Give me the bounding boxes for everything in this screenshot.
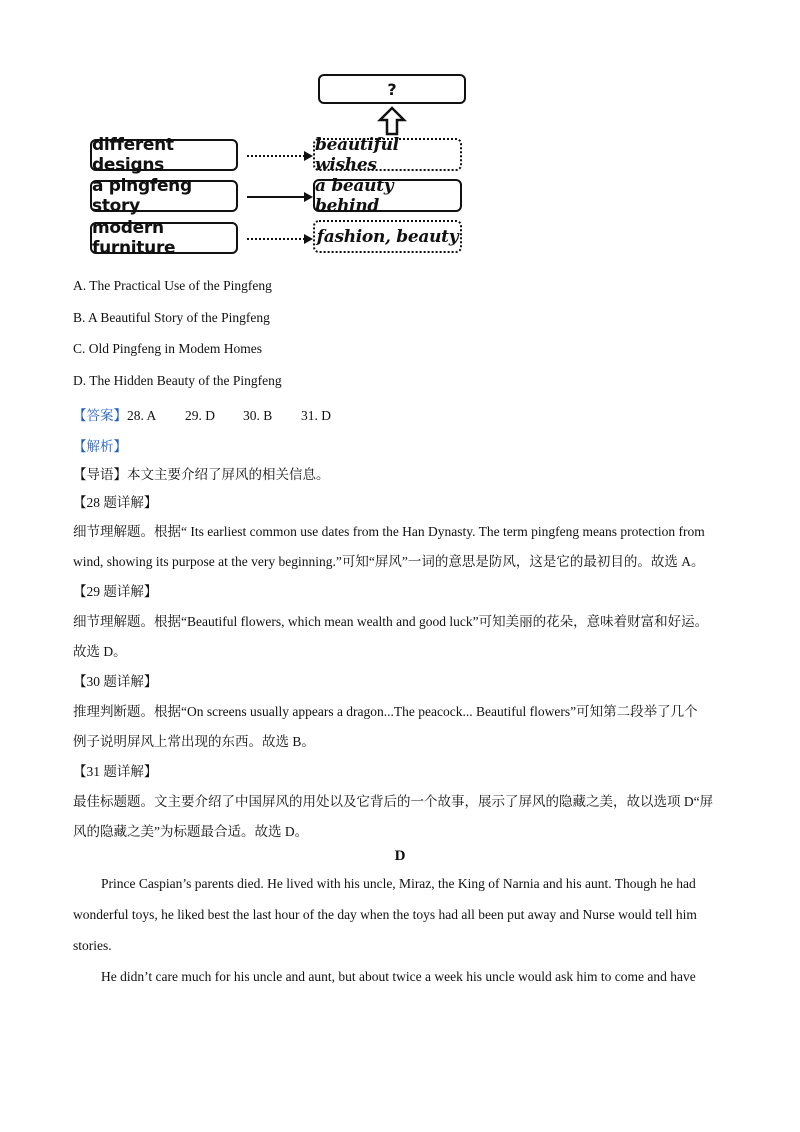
solid-arrow-2 [247, 196, 305, 198]
up-arrow-icon [377, 106, 407, 136]
left-label-2: a pingfeng story [92, 176, 192, 216]
q30-heading: 【30 题详解】 [73, 674, 158, 689]
answer-tag: 【答案】 [73, 408, 127, 423]
arrowhead-2 [304, 192, 313, 202]
left-label-1: different designs [92, 135, 174, 175]
analysis-tag: 【解析】 [73, 439, 127, 454]
q28-heading: 【28 题详解】 [73, 495, 158, 510]
option-a: A. The Practical Use of the Pingfeng [73, 278, 272, 293]
q30-line1: 推理判断题。根据“On screens usually appears a dragon...The peacock... Beautiful flowers”可知第二段举了几个 [73, 704, 698, 719]
q29-line2: 故选 D。 [73, 644, 127, 659]
dotted-arrow-1 [247, 155, 305, 157]
arrowhead-1 [304, 151, 313, 161]
right-label-3: fashion, beauty [316, 226, 459, 247]
pingfeng-diagram [0, 0, 800, 270]
option-b: B. A Beautiful Story of the Pingfeng [73, 310, 270, 325]
q29-heading: 【29 题详解】 [73, 584, 158, 599]
option-c: C. Old Pingfeng in Modem Homes [73, 341, 262, 356]
answer-29: 29. D [185, 408, 215, 423]
dotted-arrow-3 [247, 238, 305, 240]
left-box-1 [90, 135, 238, 175]
right-box-2 [313, 175, 462, 216]
answer-30: 30. B [243, 408, 273, 423]
guide-text: 【导语】本文主要介绍了屏风的相关信息。 [73, 467, 330, 482]
answer-28: 28. A [127, 408, 157, 423]
q29-line1: 细节理解题。根据“Beautiful flowers, which mean wealth and good luck”可知美丽的花朵，意味着财富和好运。 [73, 614, 709, 629]
q30-line2: 例子说明屏风上常出现的东西。故选 B。 [73, 734, 315, 749]
option-d: D. The Hidden Beauty of the Pingfeng [73, 373, 282, 388]
d-p1-line2: wonderful toys, he liked best the last hour of the day when the toys had all been put away and Nurse would tell him [73, 907, 697, 922]
right-box-1 [313, 134, 462, 175]
question-box [318, 74, 466, 104]
left-label-3: modern furniture [92, 218, 176, 258]
section-d-title: D [394, 848, 406, 864]
answer-row [73, 404, 331, 424]
right-label-2: a beauty behind [315, 175, 394, 216]
question-mark: ? [387, 79, 397, 99]
answer-31: 31. D [301, 408, 331, 423]
q28-line1: 细节理解题。根据“ Its earliest common use dates from the Han Dynasty. The term pingfeng means protection from [73, 524, 705, 539]
left-box-3 [90, 218, 238, 258]
d-p2-line1: He didn’t care much for his uncle and aunt, but about twice a week his uncle would ask him to come and have [101, 969, 696, 984]
d-p1-line3: stories. [73, 938, 112, 953]
right-label-1: beautiful wishes [315, 134, 399, 175]
q31-heading: 【31 题详解】 [73, 764, 158, 779]
d-p1-line1: Prince Caspian’s parents died. He lived with his uncle, Miraz, the King of Narnia and his aunt. Though he had [101, 876, 696, 891]
q28-line2: wind, showing its purpose at the very beginning.”可知“屏风”一词的意思是防风，这是它的最初目的。故选 A。 [73, 554, 705, 569]
arrowhead-3 [304, 234, 313, 244]
right-box-3 [313, 220, 462, 253]
left-box-2 [90, 176, 238, 216]
q31-line2: 风的隐藏之美”为标题最合适。故选 D。 [73, 824, 309, 839]
q31-line1: 最佳标题题。文主要介绍了中国屏风的用处以及它背后的一个故事，展示了屏风的隐藏之美，故以选项 D“屏 [73, 794, 714, 809]
